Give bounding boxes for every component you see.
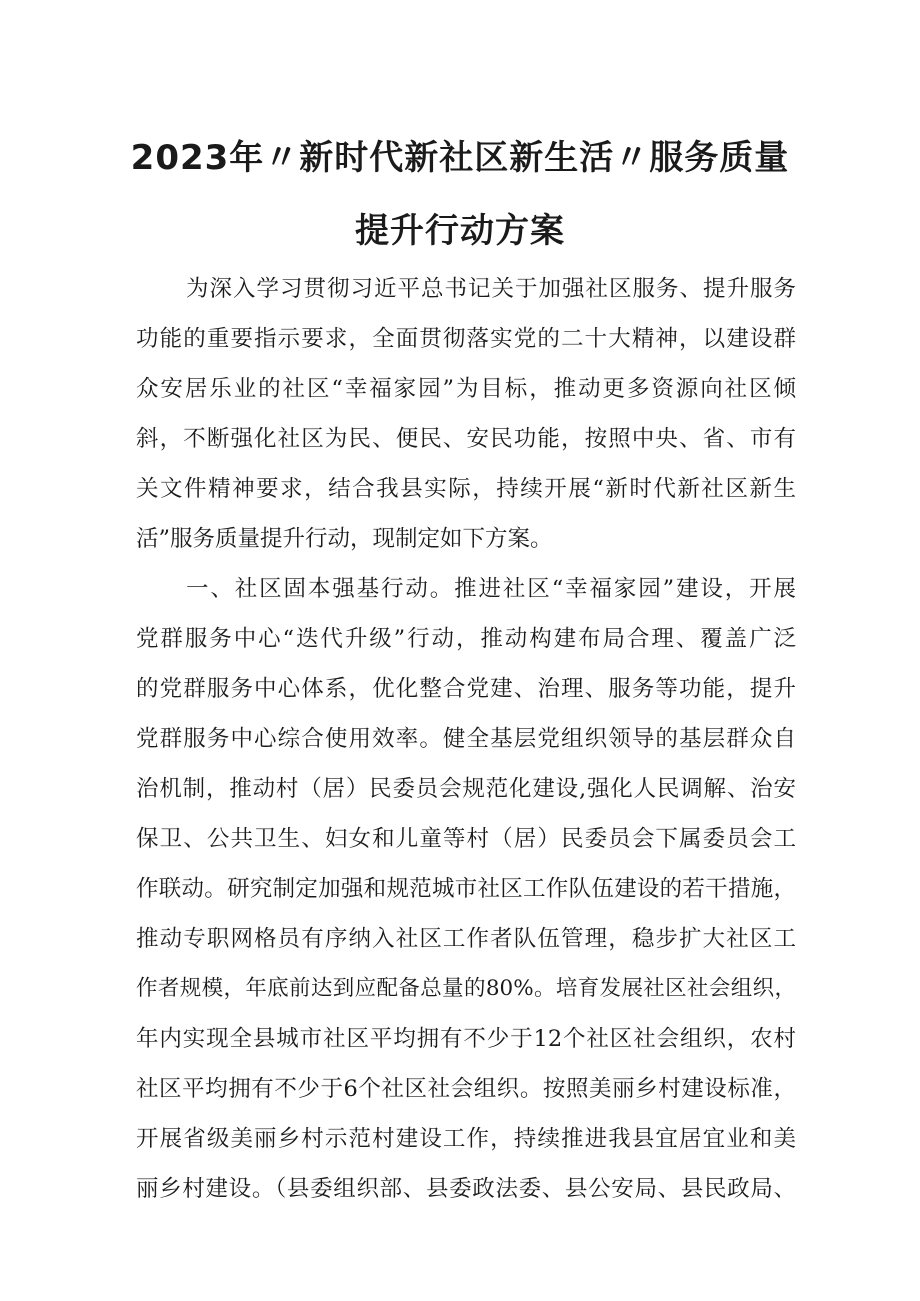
paragraph-2-line: 开展省级美丽乡村示范村建设工作，持续推进我县宜居宜业和美 bbox=[136, 1126, 796, 1152]
paragraph-2-line: 丽乡村建设。（县委组织部、县委政法委、县公安局、县民政局、 bbox=[136, 1176, 796, 1202]
paragraph-2-line: 党群服务中心“迭代升级”行动，推动构建布局合理、覆盖广泛 bbox=[136, 626, 796, 652]
paragraph-2-line: 党群服务中心综合使用效率。健全基层党组织领导的基层群众自 bbox=[136, 726, 796, 752]
paragraph-2-line: 作联动。研究制定加强和规范城市社区工作队伍建设的若干措施， bbox=[136, 876, 796, 902]
document-title-line-2: 提升行动方案 bbox=[355, 211, 565, 251]
paragraph-1-line: 功能的重要指示要求，全面贯彻落实党的二十大精神，以建设群 bbox=[136, 326, 796, 352]
document-title-line-1: 2023年〃新时代新社区新生活〃服务质量 bbox=[130, 138, 790, 178]
paragraph-1-line: 为深入学习贯彻习近平总书记关于加强社区服务、提升服务 bbox=[186, 276, 796, 302]
paragraph-2-line: 的党群服务中心体系，优化整合党建、治理、服务等功能，提升 bbox=[136, 676, 796, 702]
paragraph-1-line: 众安居乐业的社区“幸福家园”为目标，推动更多资源向社区倾 bbox=[136, 376, 796, 402]
paragraph-1-line: 关文件精神要求，结合我县实际，持续开展“新时代新社区新生 bbox=[136, 476, 796, 502]
paragraph-2-line: 治机制，推动村（居）民委员会规范化建设,强化人民调解、治安 bbox=[136, 776, 796, 802]
paragraph-2-line: 年内实现全县城市社区平均拥有不少于12个社区社会组织，农村 bbox=[136, 1026, 796, 1052]
paragraph-1-line: 活”服务质量提升行动，现制定如下方案。 bbox=[136, 526, 553, 552]
paragraph-2-line: 推动专职网格员有序纳入社区工作者队伍管理，稳步扩大社区工 bbox=[136, 926, 796, 952]
paragraph-2-line: 一、社区固本强基行动。推进社区“幸福家园”建设，开展 bbox=[186, 576, 796, 602]
paragraph-2-line: 社区平均拥有不少于6个社区社会组织。按照美丽乡村建设标准， bbox=[136, 1076, 796, 1102]
paragraph-1-line: 斜，不断强化社区为民、便民、安民功能，按照中央、省、市有 bbox=[136, 426, 796, 452]
paragraph-2-line: 作者规模，年底前达到应配备总量的80%。培育发展社区社会组织， bbox=[136, 976, 796, 1001]
paragraph-2-line: 保卫、公共卫生、妇女和儿童等村（居）民委员会下属委员会工 bbox=[136, 826, 796, 852]
